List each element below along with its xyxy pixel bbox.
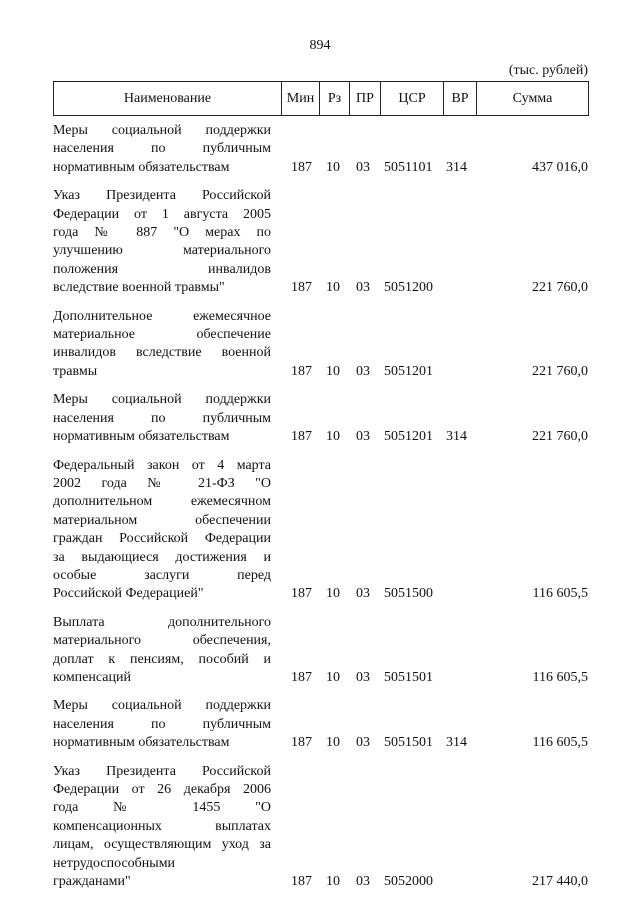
cell-csr: 5051501 — [384, 669, 433, 685]
row-name-line: материального обеспечения, — [53, 633, 271, 649]
cell-rz: 10 — [326, 429, 340, 445]
row-name-line: особые заслуги перед — [53, 567, 271, 583]
row-name-line: Федеральный закон от 4 марта — [53, 457, 271, 473]
row-name-line: лицам, осуществляющим уход за — [53, 837, 271, 853]
row-name-line: Российской Федерацией" — [53, 586, 204, 602]
cell-pr: 03 — [356, 586, 370, 602]
row-name-line: нормативным обязательствам — [53, 159, 230, 175]
cell-pr: 03 — [356, 363, 370, 379]
row-name-line: Дополнительное ежемесячное — [53, 308, 271, 324]
units-label: (тыс. рублей) — [508, 63, 588, 78]
cell-sum: 221 760,0 — [532, 429, 588, 445]
row-cells — [53, 873, 588, 891]
row-name-line: года № 887 "О мерах по — [53, 225, 271, 241]
cell-pr: 03 — [356, 280, 370, 296]
row-name-line: травмы — [53, 363, 98, 379]
cell-min: 187 — [291, 874, 312, 890]
row-name-line: Меры социальной поддержки — [53, 123, 271, 138]
cell-csr: 5051200 — [384, 280, 433, 296]
cell-rz: 10 — [326, 874, 340, 890]
row-name-line: компенсаций — [53, 669, 131, 685]
row-name-line: нетрудоспособными — [53, 855, 176, 871]
row-name-line: доплат к пенсиям, пособий и — [53, 651, 271, 667]
table-row — [53, 187, 588, 297]
cell-sum: 116 605,5 — [532, 669, 588, 685]
column-header-csr: ЦСР — [381, 82, 444, 116]
row-name-line: Указ Президента Российской — [53, 188, 271, 204]
cell-sum: 116 605,5 — [532, 586, 588, 602]
row-name-line: за выдающиеся достижения и — [53, 549, 271, 565]
row-cells — [53, 585, 588, 603]
cell-sum: 221 760,0 — [532, 280, 588, 296]
row-name-line: населения по публичным — [53, 410, 271, 426]
cell-vr: 314 — [446, 159, 467, 175]
cell-pr: 03 — [356, 669, 370, 685]
cell-sum: 217 440,0 — [532, 874, 588, 890]
cell-csr: 5051201 — [384, 429, 433, 445]
cell-csr: 5051201 — [384, 363, 433, 379]
cell-pr: 03 — [356, 874, 370, 890]
row-name-line: материальном обеспечении — [53, 512, 271, 528]
cell-min: 187 — [291, 735, 312, 751]
row-name-line: года № 1455 "О — [53, 800, 271, 816]
row-name-line: нормативным обязательствам — [53, 429, 230, 445]
cell-rz: 10 — [326, 363, 340, 379]
cell-rz: 10 — [326, 586, 340, 602]
row-name — [53, 457, 271, 604]
column-header-pr: ПР — [350, 82, 381, 116]
row-name-line: дополнительном ежемесячном — [53, 494, 271, 510]
row-name-line: Выплата дополнительного — [53, 614, 271, 630]
row-name-line: граждан Российской Федерации — [53, 531, 271, 547]
cell-min: 187 — [291, 363, 312, 379]
cell-vr: 314 — [446, 735, 467, 751]
page-number: 894 — [309, 38, 331, 53]
row-name-line: Федерации от 1 августа 2005 — [53, 206, 271, 222]
table-row — [53, 697, 588, 752]
row-name-line: компенсационных выплатах — [53, 818, 271, 834]
column-header-min: Мин — [282, 82, 320, 116]
table-row — [53, 391, 588, 446]
table-row — [53, 308, 588, 382]
row-cells — [53, 159, 588, 177]
cell-csr: 5051101 — [384, 159, 433, 175]
cell-min: 187 — [291, 586, 312, 602]
cell-sum: 116 605,5 — [532, 735, 588, 751]
table-row — [53, 122, 588, 177]
table-row — [53, 457, 588, 604]
cell-rz: 10 — [326, 159, 340, 175]
cell-min: 187 — [291, 159, 312, 175]
row-name-line: Указ Президента Российской — [53, 763, 271, 779]
column-header-rz: Рз — [320, 82, 350, 116]
cell-rz: 10 — [326, 280, 340, 296]
row-name-line: нормативным обязательствам — [53, 735, 230, 751]
cell-rz: 10 — [326, 669, 340, 685]
cell-min: 187 — [291, 429, 312, 445]
cell-sum: 437 016,0 — [532, 159, 588, 175]
row-name-line: инвалидов вследствие военной — [53, 345, 271, 361]
row-name-line: населения по публичным — [53, 141, 271, 157]
row-name-line: улучшению материального — [53, 243, 271, 259]
cell-pr: 03 — [356, 429, 370, 445]
table-row — [53, 763, 588, 892]
column-header-vr: ВР — [444, 82, 477, 116]
column-header-sum: Сумма — [477, 82, 589, 116]
row-cells — [53, 279, 588, 297]
cell-rz: 10 — [326, 735, 340, 751]
row-name-line: гражданами" — [53, 874, 131, 890]
cell-vr: 314 — [446, 429, 467, 445]
row-cells — [53, 428, 588, 446]
row-name-line: 2002 года № 21-ФЗ "О — [53, 475, 271, 491]
cell-min: 187 — [291, 280, 312, 296]
table-header — [53, 81, 589, 116]
column-header-name: Наименование — [54, 82, 282, 116]
cell-csr: 5051501 — [384, 735, 433, 751]
row-name-line: материальное обеспечение — [53, 327, 271, 343]
cell-pr: 03 — [356, 735, 370, 751]
row-cells — [53, 363, 588, 381]
row-name-line: вследствие военной травмы" — [53, 280, 225, 296]
row-cells — [53, 669, 588, 687]
row-name-line: Меры социальной поддержки — [53, 698, 271, 714]
row-cells — [53, 734, 588, 752]
row-name-line: населения по публичным — [53, 716, 271, 732]
row-name-line: Меры социальной поддержки — [53, 392, 271, 408]
row-name-line: Федерации от 26 декабря 2006 — [53, 782, 271, 797]
cell-pr: 03 — [356, 159, 370, 175]
table-body — [53, 122, 588, 901]
cell-sum: 221 760,0 — [532, 363, 588, 379]
table-row — [53, 614, 588, 688]
cell-csr: 5051500 — [384, 586, 433, 602]
cell-csr: 5052000 — [384, 874, 433, 890]
row-name-line: положения инвалидов — [53, 261, 271, 277]
cell-min: 187 — [291, 669, 312, 685]
